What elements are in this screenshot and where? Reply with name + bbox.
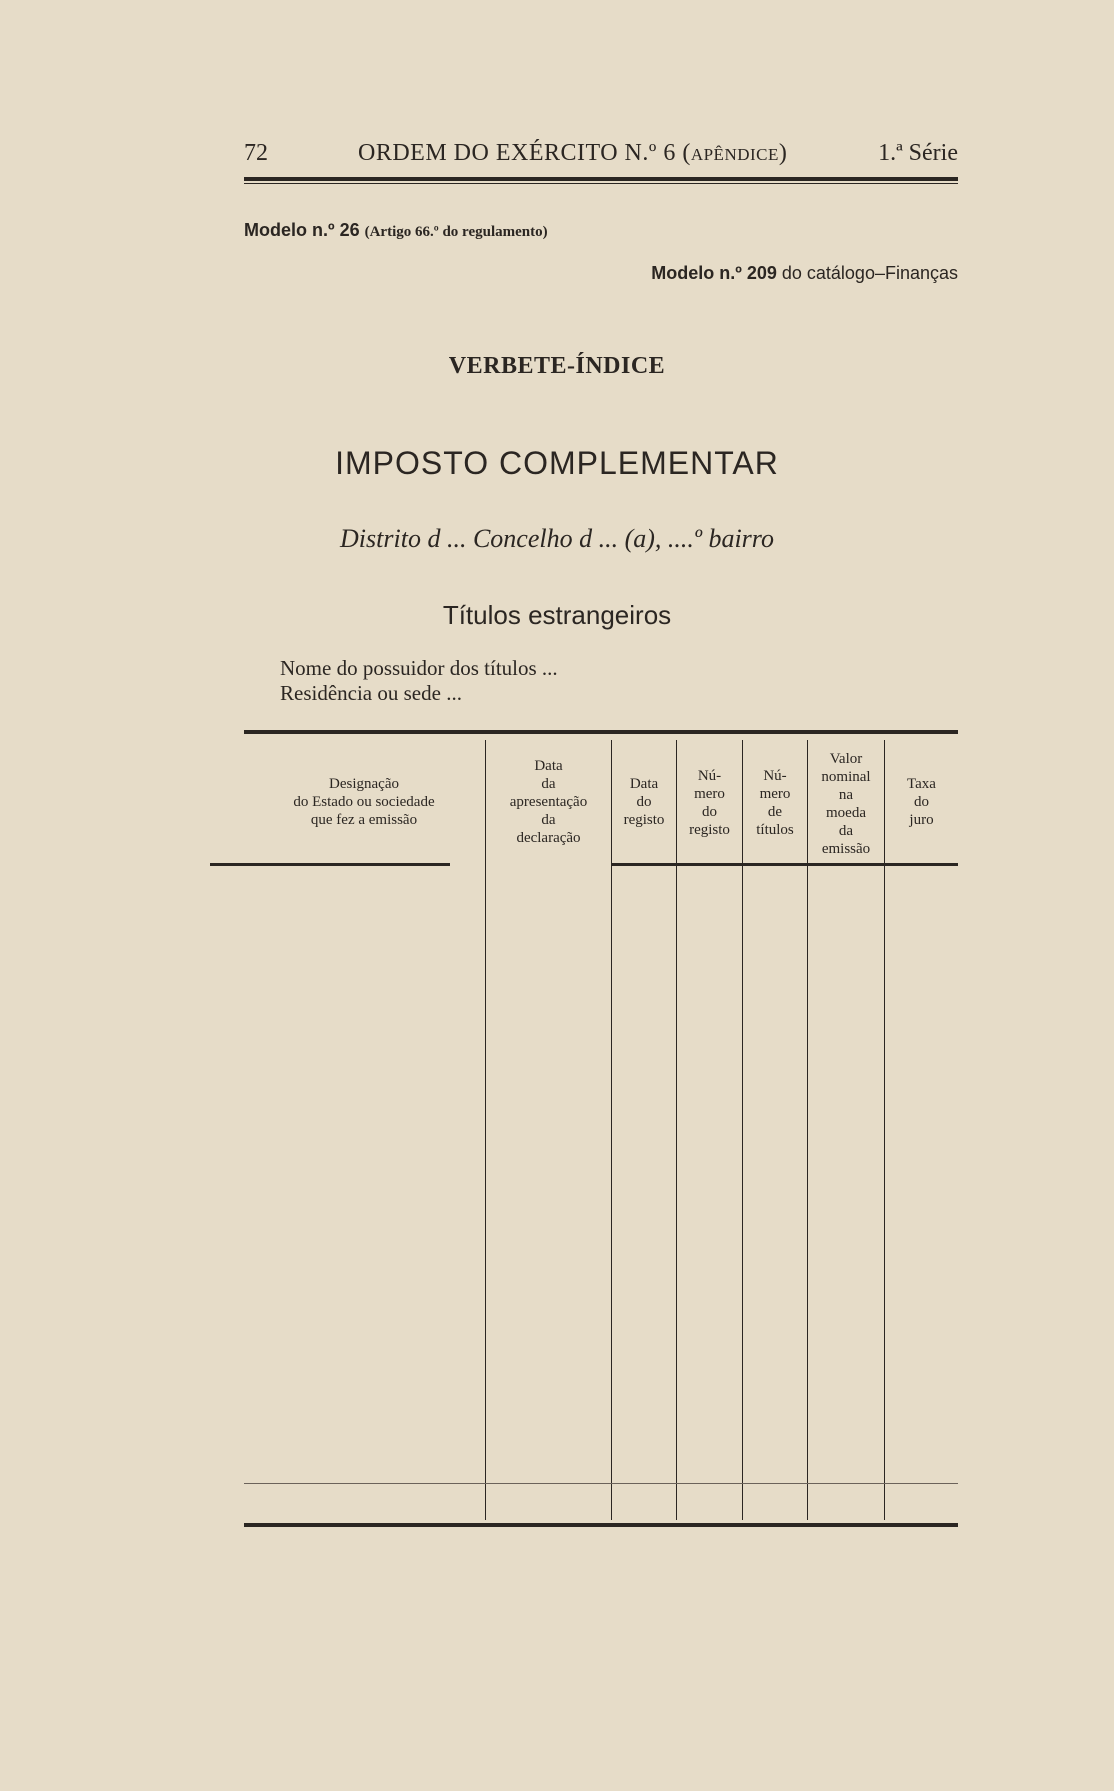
- header-line: que fez a emissão: [310, 812, 418, 828]
- form-title: IMPOSTO COMPLEMENTAR: [335, 445, 779, 481]
- header-line: do: [636, 794, 652, 810]
- column-divider: [676, 740, 677, 1520]
- header-rule-thick: [244, 177, 958, 181]
- header-line: de: [767, 804, 783, 820]
- header-line: Taxa: [907, 776, 936, 792]
- header-line: do: [702, 804, 717, 820]
- column-header-numero-titulos: [743, 767, 807, 839]
- header-line: Data: [534, 758, 563, 774]
- modelo-right: [651, 263, 958, 284]
- header-line: emissão: [821, 841, 871, 857]
- column-header-data-apresentacao: [486, 757, 611, 847]
- column-divider: [884, 740, 885, 1520]
- header-line: nominal: [821, 769, 871, 785]
- section-title: Títulos estrangeiros: [442, 600, 672, 630]
- header-underline: [210, 863, 450, 866]
- page-header: [244, 140, 958, 174]
- header-line: juro: [909, 812, 934, 828]
- page-number: 72: [244, 140, 268, 166]
- header-line: da: [838, 823, 854, 839]
- header-line: apresentação: [509, 794, 588, 810]
- column-header-numero-registo: [677, 767, 742, 839]
- series-label: 1.ª Série: [878, 140, 958, 166]
- header-line: Nú-: [763, 768, 787, 784]
- header-line: registo: [689, 822, 730, 838]
- modelo-left-ref: (Artigo 66.º do regulamento): [364, 224, 548, 240]
- header-line: Nú-: [697, 768, 722, 784]
- header-line: da: [541, 776, 556, 792]
- table-top-rule: [244, 730, 958, 734]
- district-line: Distrito d ... Concelho d ... (a), ....º bairro: [340, 524, 774, 553]
- column-header-valor-nominal: [808, 750, 884, 858]
- modelo-left: [244, 220, 548, 241]
- form-heading: VERBETE-ÍNDICE: [448, 353, 666, 379]
- header-line: registo: [623, 812, 665, 828]
- header-underline: [611, 863, 899, 866]
- header-line: títulos: [756, 822, 794, 838]
- publication-title: [358, 140, 787, 167]
- header-line: mero: [759, 786, 791, 802]
- modelo-right-label: Modelo n.º 209: [651, 263, 777, 283]
- header-line: mero: [694, 786, 725, 802]
- header-line: Data: [629, 776, 659, 792]
- header-line: declaração: [516, 830, 581, 846]
- column-header-designacao: [244, 775, 484, 829]
- column-divider: [742, 740, 743, 1520]
- column-header-taxa-juro: [885, 775, 958, 829]
- modelo-right-ref: do catálogo–Finanças: [781, 263, 958, 283]
- header-line: na: [838, 787, 854, 803]
- header-underline: [884, 863, 958, 866]
- title-appendix: APÊNDICE: [690, 145, 779, 164]
- table-bottom-rule: [244, 1523, 958, 1527]
- title-main: ORDEM DO EXÉRCITO N.º 6 (: [358, 140, 691, 166]
- owner-name-line: Nome do possuidor dos títulos ...: [280, 656, 558, 680]
- column-header-data-registo: [612, 775, 676, 829]
- header-line: do Estado ou sociedade: [293, 794, 435, 810]
- column-divider: [611, 740, 612, 1520]
- header-rule-thin: [244, 183, 958, 184]
- header-line: do: [914, 794, 929, 810]
- residence-line: Residência ou sede ...: [280, 681, 462, 705]
- header-line: Valor: [829, 751, 863, 767]
- modelo-left-label: Modelo n.º 26: [244, 220, 360, 240]
- header-line: Designação: [329, 776, 399, 792]
- table-total-rule: [244, 1483, 958, 1484]
- title-close: ): [778, 140, 788, 166]
- column-divider: [485, 740, 486, 1520]
- header-line: da: [541, 812, 556, 828]
- header-line: moeda: [826, 805, 866, 821]
